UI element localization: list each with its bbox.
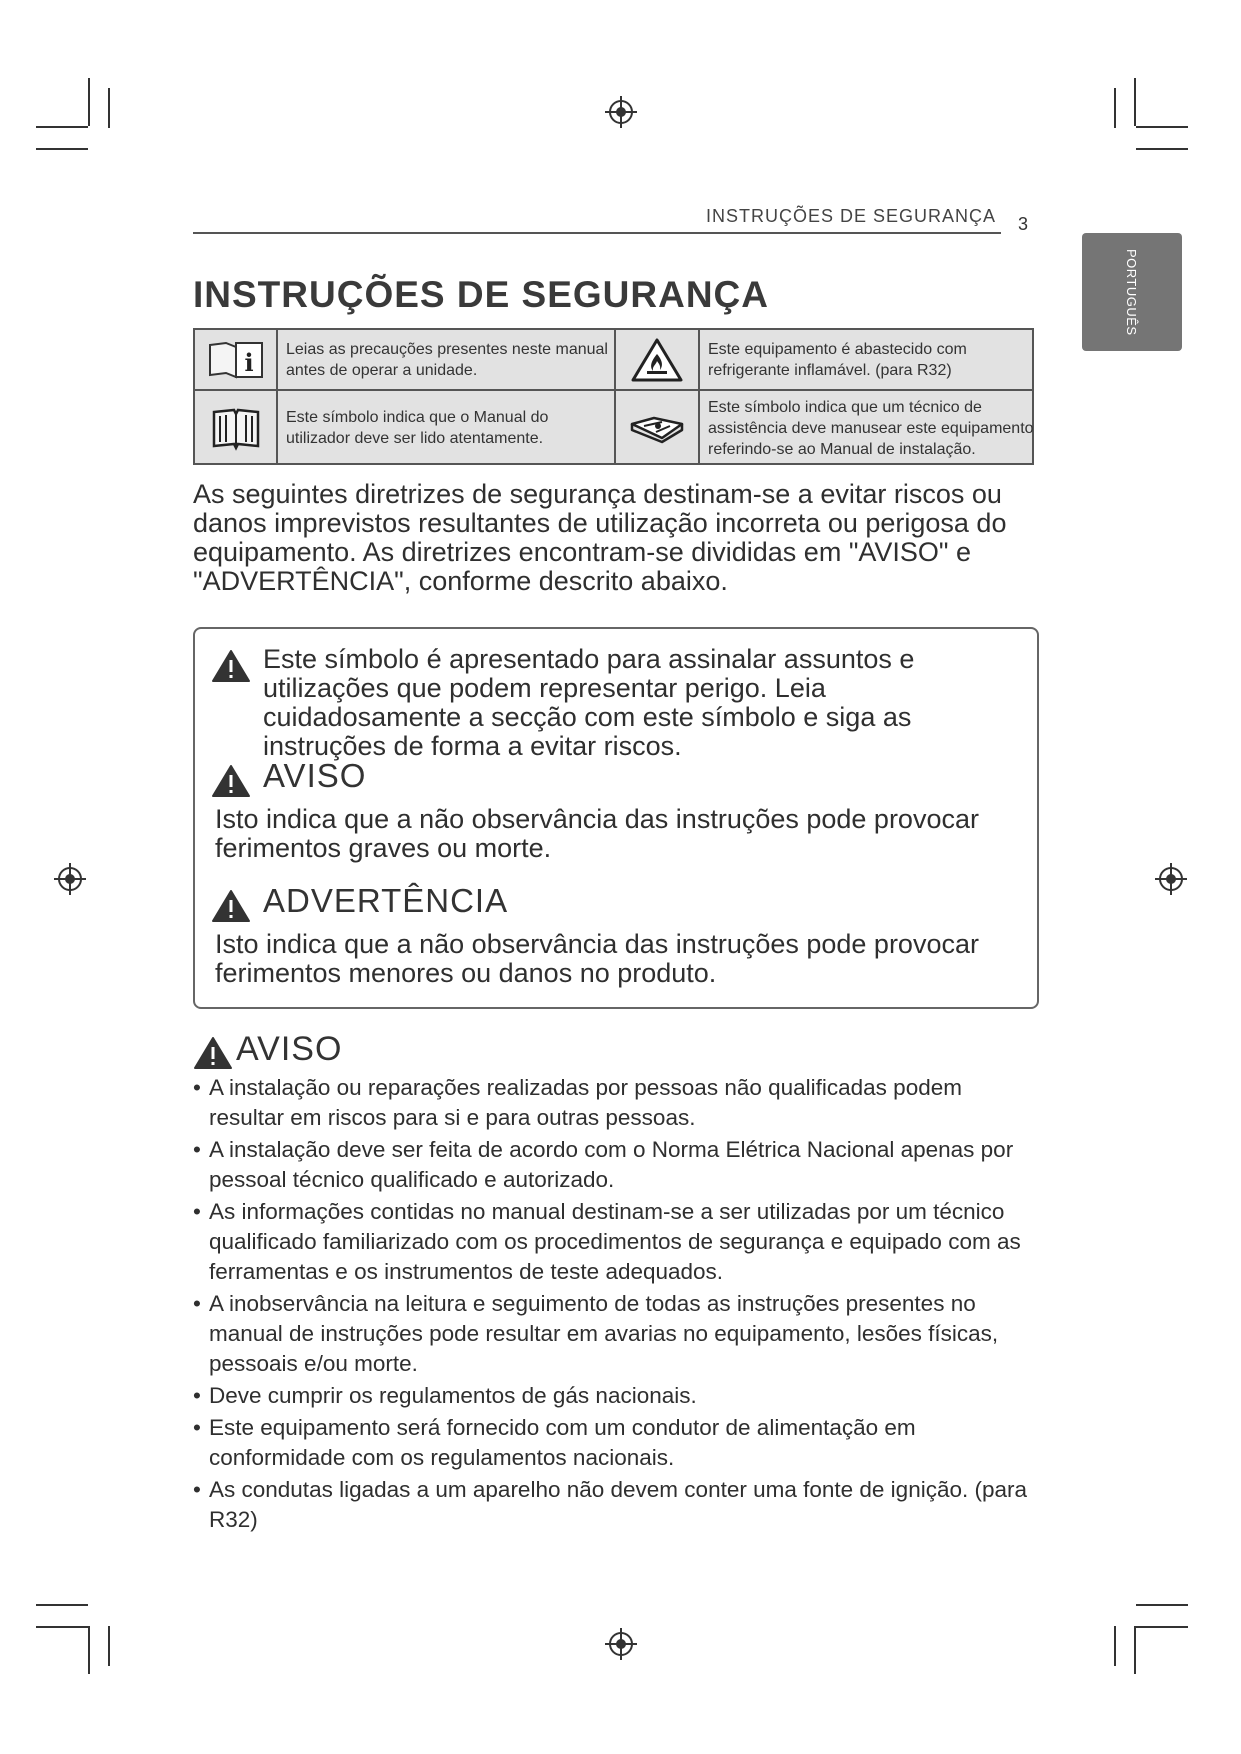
symbol-text: Este equipamento é abastecido com refrigerante inflamável. (para R32) xyxy=(708,340,967,379)
warning-triangle-icon xyxy=(193,1036,233,1070)
warning-triangle-icon xyxy=(211,649,251,683)
legend-symbol-text: Este símbolo é apresentado para assinalar assuntos e utilizações que podem representar perigo. Leia cuidadosamente a secção com este símbolo e siga as instruções de forma a evitar riscos. xyxy=(263,644,915,761)
symbol-text: Este símbolo indica que um técnico de assistência deve manusear este equipamento referindo-se ao Manual de instalação. xyxy=(708,398,1034,458)
legend-advertencia-title: ADVERTÊNCIA xyxy=(263,882,509,919)
registration-mark-icon xyxy=(604,1627,638,1661)
list-item: • Este equipamento será fornecido com um condutor de alimentação em conformidade com os regulamentos nacionais. xyxy=(193,1413,1043,1473)
warning-triangle-icon xyxy=(211,889,251,923)
symbol-text: Este símbolo indica que o Manual do utilizador deve ser lido atentamente. xyxy=(286,409,549,447)
warning-triangle-icon xyxy=(211,764,251,798)
open-manual-icon xyxy=(195,391,278,465)
intro-paragraph: As seguintes diretrizes de segurança destinam-se a evitar riscos ou danos imprevistos resultantes de utilização incorreta ou perigosa do equipamento. As diretrizes encontram-se divididas em "AVISO" e "ADVERTÊNCIA", conforme descrito abaixo. xyxy=(193,479,1007,596)
list-item: • Deve cumprir os regulamentos de gás nacionais. xyxy=(193,1381,1043,1411)
registration-mark-icon xyxy=(53,862,87,896)
legend-advertencia-text: Isto indica que a não observância das instruções pode provocar ferimentos menores ou danos no produto. xyxy=(215,929,979,988)
language-tab-label: PORTUGUÊS xyxy=(1124,249,1139,336)
registration-mark-icon xyxy=(604,95,638,129)
header-rule xyxy=(193,232,1001,234)
registration-mark-icon xyxy=(1154,862,1188,896)
list-item: • A instalação deve ser feita de acordo com o Norma Elétrica Nacional apenas por pessoal técnico qualificado e autorizado. xyxy=(193,1135,1043,1195)
list-item: • A instalação ou reparações realizadas por pessoas não qualificadas podem resultar em riscos para si e para outras pessoas. xyxy=(193,1073,1043,1133)
list-item: • A inobservância na leitura e seguimento de todas as instruções presentes no manual de instruções pode resultar em avarias no equipamento, lesões físicas, pessoais e/ou morte. xyxy=(193,1289,1043,1379)
service-manual-icon xyxy=(616,391,700,465)
symbols-table xyxy=(193,328,1034,465)
aviso-list xyxy=(193,1073,1043,1537)
signal-word-legend xyxy=(193,627,1039,1009)
running-title: INSTRUÇÕES DE SEGURANÇA xyxy=(705,206,996,226)
language-tab xyxy=(1082,233,1182,351)
page-number: 3 xyxy=(1018,214,1029,234)
aviso-section-title: AVISO xyxy=(236,1030,343,1068)
legend-aviso-text: Isto indica que a não observância das instruções pode provocar ferimentos graves ou morte. xyxy=(215,804,979,863)
symbol-text: Leias as precauções presentes neste manual antes de operar a unidade. xyxy=(286,340,608,379)
flammable-warning-icon xyxy=(616,330,700,389)
list-item: • As condutas ligadas a um aparelho não devem conter uma fonte de ignição. (para R32) xyxy=(193,1475,1043,1535)
list-item: • As informações contidas no manual destinam-se a ser utilizadas por um técnico qualificado familiarizado com os procedimentos de segurança e equipado com as ferramentas e os instrumentos de teste adequados. xyxy=(193,1197,1043,1287)
legend-aviso-title: AVISO xyxy=(263,757,367,794)
svg-text:i: i xyxy=(243,347,254,377)
page-title: INSTRUÇÕES DE SEGURANÇA xyxy=(193,274,769,315)
info-manual-icon xyxy=(195,330,278,389)
